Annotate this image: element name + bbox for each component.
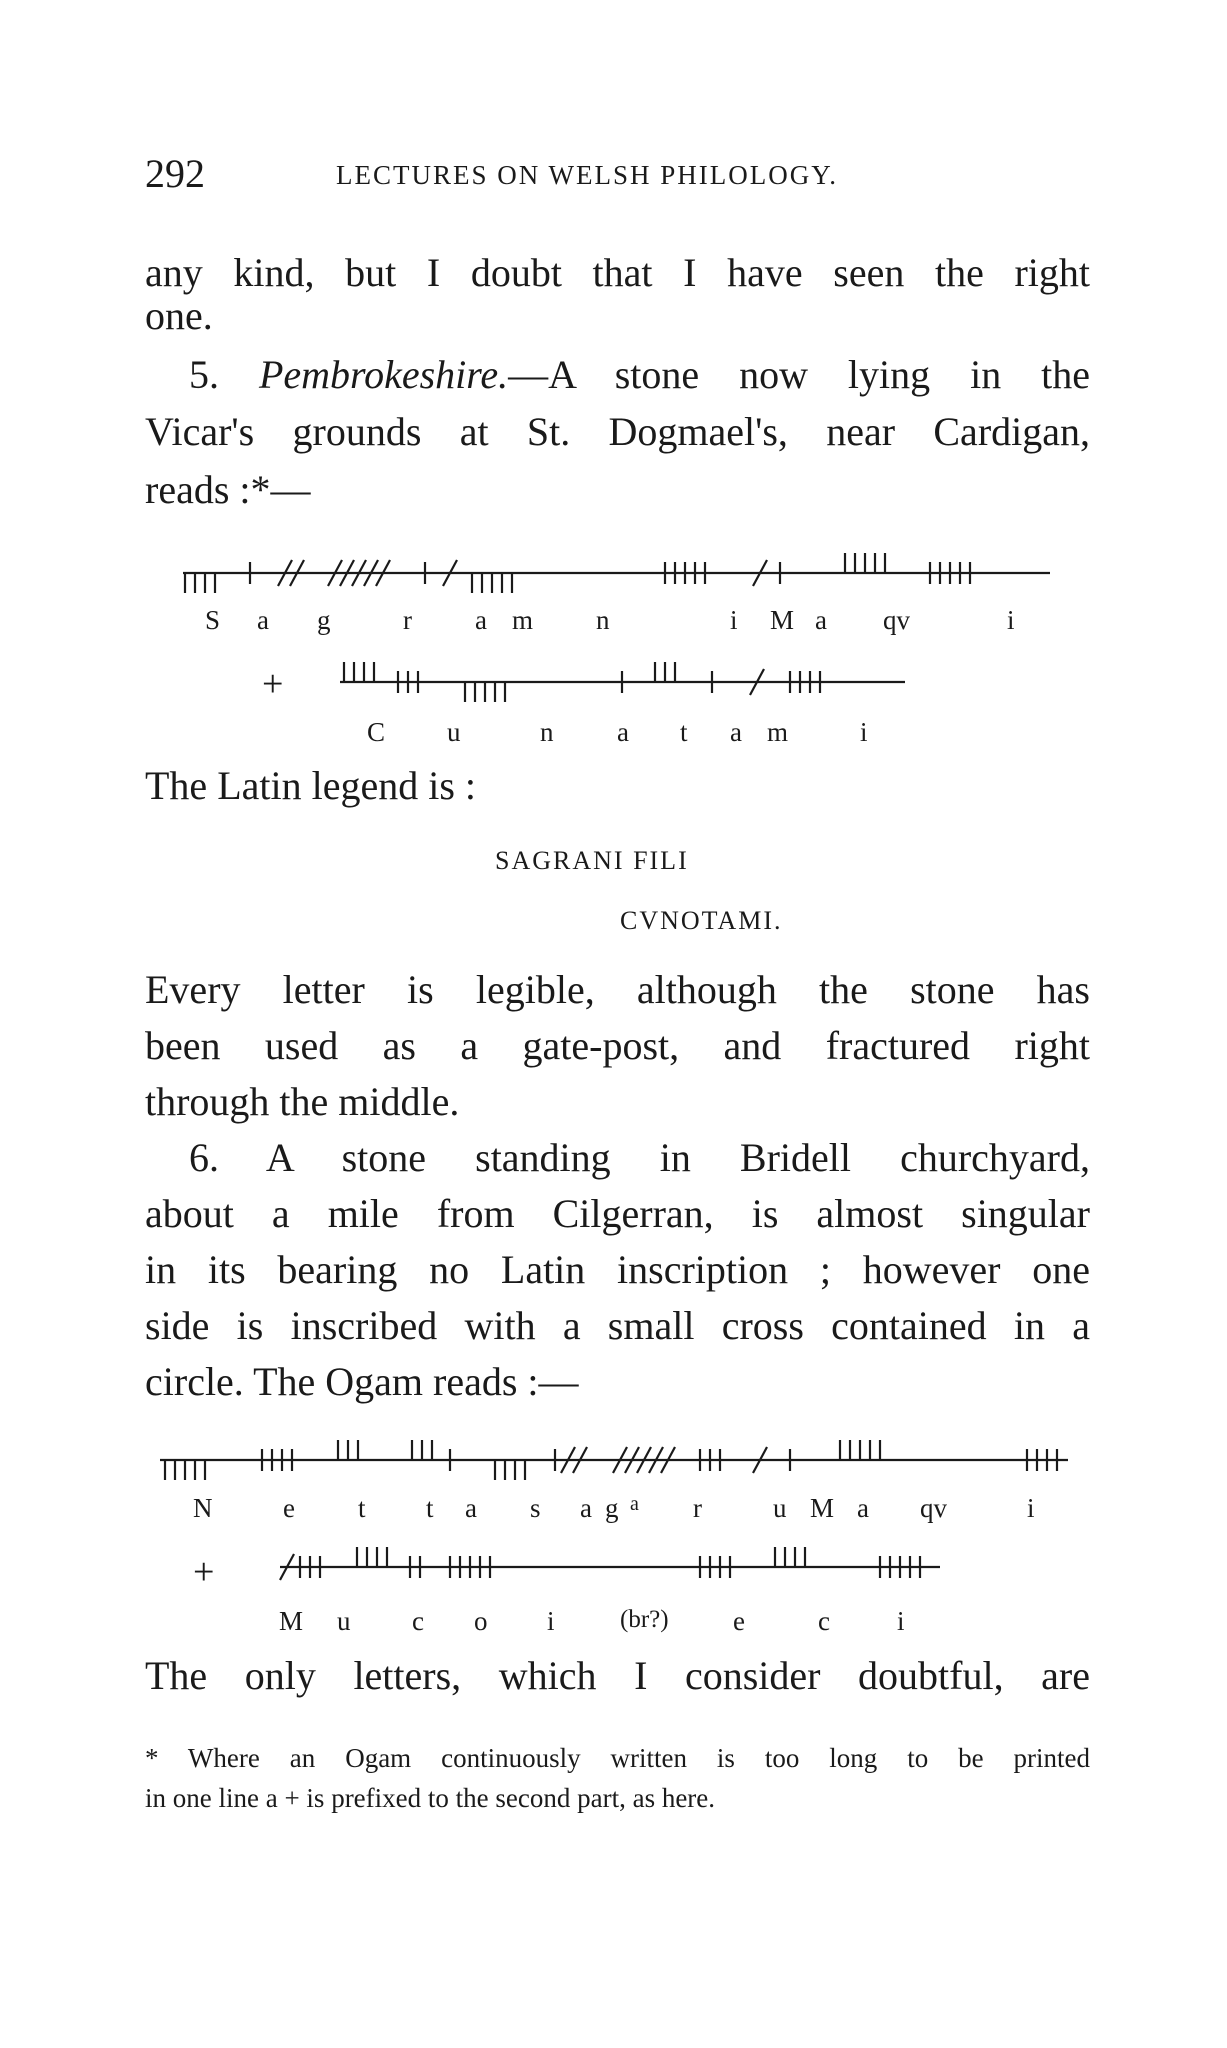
running-title: LECTURES ON WELSH PHILOLOGY.: [336, 160, 839, 190]
ogam-letter: i: [860, 717, 868, 747]
ogam-letter: n: [596, 605, 610, 635]
ogam-letter: M: [810, 1493, 835, 1523]
ogam-letter: N: [193, 1493, 213, 1523]
ogam-letter: i: [897, 1606, 905, 1636]
ogam-letter: a: [580, 1493, 592, 1523]
paragraph-line: in its bearing no Latin inscription ; however one: [145, 1247, 1090, 1292]
paragraph-text: —A stone now lying in the: [508, 352, 1090, 397]
continuation-cross: +: [262, 663, 284, 705]
ogam-letter: a: [617, 717, 629, 747]
paragraph-line: The Latin legend is :: [145, 763, 477, 808]
ogam-letter: u: [337, 1606, 351, 1636]
footnote-line: * Where an Ogam continuously written is too long to be printed: [145, 1743, 1090, 1773]
ogam-letter: a: [465, 1493, 477, 1523]
ogam-letter: c: [818, 1606, 830, 1636]
ogam-letter: qv: [883, 605, 910, 635]
ogam-letter: r: [403, 605, 412, 635]
paragraph-line: side is inscribed with a small cross contained in a: [145, 1303, 1090, 1348]
ogam-letter: C: [367, 717, 386, 747]
ogam-letter: a: [257, 605, 269, 635]
paragraph-line: 6. A stone standing in Bridell churchyard,: [189, 1135, 1090, 1180]
latin-legend-line: SAGRANI FILI: [495, 846, 689, 875]
ogam-letter: t: [358, 1493, 366, 1523]
ogam-letter: t: [426, 1493, 434, 1523]
continuation-cross: +: [193, 1551, 215, 1593]
ogam-letter: a: [857, 1493, 869, 1523]
paragraph-line: circle. The Ogam reads :—: [145, 1359, 579, 1404]
footnote-line: in one line a + is prefixed to the second part, as here.: [145, 1783, 716, 1813]
paragraph-line: through the middle.: [145, 1079, 460, 1124]
ogam-letter: qv: [920, 1493, 947, 1523]
ogam-letter: M: [279, 1606, 304, 1636]
ogam-letter: g: [317, 605, 331, 635]
ogam-letter: e: [733, 1606, 745, 1636]
ogam-letter: e: [283, 1493, 295, 1523]
ogam-letter: a: [730, 717, 742, 747]
ogam-letter: a: [630, 1493, 639, 1515]
ogam-letter: u: [773, 1493, 787, 1523]
paragraph-line: The only letters, which I consider doubtful, are: [145, 1653, 1090, 1698]
latin-legend-line: CVNOTAMI.: [620, 906, 783, 935]
paragraph-line: about a mile from Cilgerran, is almost singular: [145, 1191, 1090, 1236]
ogam-letter: m: [767, 717, 789, 747]
ogam-letter: i: [1007, 605, 1015, 635]
paragraph-line: Vicar's grounds at St. Dogmael's, near Cardigan,: [145, 409, 1090, 454]
page-number: 292: [145, 151, 205, 196]
ogam-letter: S: [205, 605, 221, 635]
paragraph-line: been used as a gate-post, and fractured right: [145, 1023, 1090, 1068]
ogam-letter: n: [540, 717, 554, 747]
ogam-letter: o: [474, 1606, 488, 1636]
ogam-letter: a: [815, 605, 827, 635]
ogam-letter: (br?): [620, 1606, 669, 1633]
section-number: 5.: [189, 352, 259, 397]
ogam-letter: i: [730, 605, 738, 635]
ogam-letter: i: [1027, 1493, 1035, 1523]
ogam-letter: u: [447, 717, 461, 747]
ogam-letter: a: [475, 605, 487, 635]
paragraph-line: one.: [145, 293, 213, 338]
ogam-letter: g: [605, 1493, 619, 1523]
paragraph-line: Every letter is legible, although the stone has: [145, 967, 1090, 1012]
ogam-letter: m: [512, 605, 534, 635]
ogam-letter: M: [770, 605, 795, 635]
section-title: Pembrokeshire.: [258, 352, 509, 397]
paragraph-line: reads :*—: [145, 467, 311, 512]
ogam-letter: c: [412, 1606, 424, 1636]
ogam-letter: r: [693, 1493, 702, 1523]
ogam-letter: t: [680, 717, 688, 747]
ogam-letter: s: [530, 1493, 541, 1523]
paragraph-line: any kind, but I doubt that I have seen the right: [145, 250, 1090, 295]
ogam-letter: i: [547, 1606, 555, 1636]
